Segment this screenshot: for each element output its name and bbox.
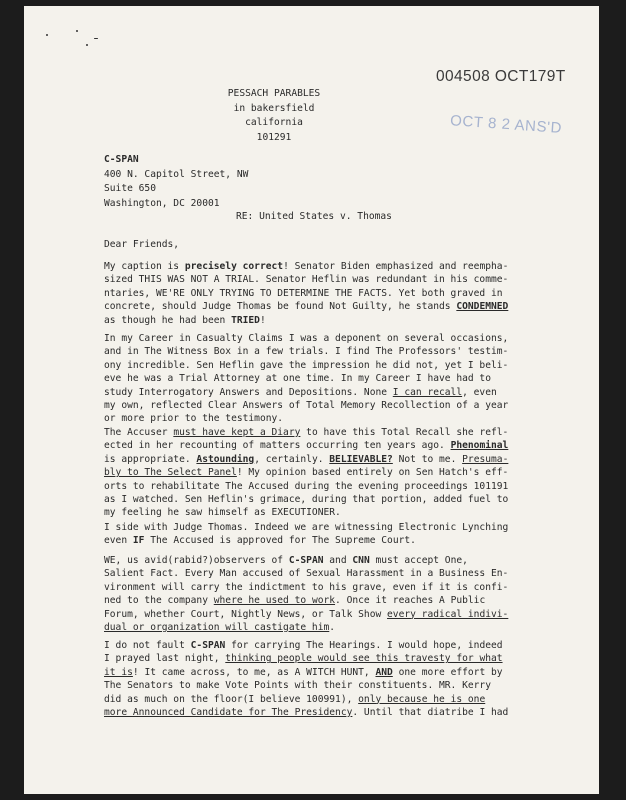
text-run: as I watched. Sen Heflin's grimace, during that portion, added fuel to (104, 493, 509, 505)
scan-marks (42, 28, 102, 48)
text-run: study Interrogatory Answers and Depositions. None (104, 386, 393, 398)
emphasis-text: I can recall (392, 386, 463, 398)
text-run: one more effort by (392, 666, 503, 678)
emphasis-text: thinking people would see this travesty for what (225, 653, 503, 665)
letterhead-line: PESSACH PARABLES (227, 88, 321, 99)
text-run: ! My opinion based entirely on Sen Hatch's eff- (236, 467, 509, 479)
text-line (104, 621, 529, 634)
paragraph (104, 332, 529, 426)
text-run: The Senators to make Vote Points with their constituents. MR. Kerry (104, 680, 491, 692)
text-run: vironment will carry the indictment to his grave, even if it is confi- (104, 581, 509, 593)
emphasis-text: Astounding (196, 453, 255, 465)
text-run: Salient Fact. Every Man accused of Sexual Harassment in a Business En- (104, 568, 509, 580)
text-run: my own, reflected Clear Answers of Total Memory Recollection of a year (104, 399, 509, 411)
letter-page (24, 6, 599, 794)
text-line (104, 534, 529, 547)
text-run: and (323, 555, 353, 566)
text-line (104, 666, 529, 679)
text-run: Not to me. (392, 453, 463, 465)
text-run: even (104, 535, 133, 547)
text-line (104, 706, 529, 719)
address-line: 400 N. Capitol Street, NW (104, 168, 249, 180)
emphasis-text: CNN (352, 555, 370, 566)
text-run: ! (259, 314, 266, 326)
text-line (104, 359, 529, 372)
text-run: did as much on the floor(I believe 100991), (104, 693, 359, 705)
text-line (104, 639, 529, 652)
text-run: is appropriate. (104, 453, 197, 465)
text-run: , certainly. (254, 453, 330, 465)
text-line (104, 554, 529, 567)
emphasis-text: dual or organization will castigate him (104, 621, 330, 633)
emphasis-text: AND (375, 666, 393, 678)
text-line (104, 345, 529, 358)
re-line: RE: United States v. Thomas (236, 211, 392, 222)
text-run: ected in her recounting of matters occurring ten years ago. (104, 440, 451, 452)
text-line (104, 679, 529, 692)
emphasis-text: TRIED (231, 314, 260, 326)
emphasis-text: C-SPAN (288, 555, 324, 566)
text-line (104, 567, 529, 580)
text-run: my feeling he saw himself as EXECUTIONER. (104, 507, 341, 519)
text-run: , even (462, 386, 497, 398)
emphasis-text: it is (104, 666, 133, 678)
emphasis-text: must have kept a Diary (173, 427, 301, 438)
text-run: . Until that diatribe I had (352, 706, 509, 718)
text-line (104, 521, 529, 534)
letterhead-line: 101291 (256, 131, 292, 143)
emphasis-text: where he used to work (213, 595, 336, 607)
text-line (104, 439, 529, 452)
emphasis-text: only because he is one (358, 693, 486, 705)
letterhead (184, 87, 364, 145)
text-line (104, 693, 529, 706)
text-run: and in The Witness Box in a few trials. I find The Professors' testim- (104, 346, 509, 358)
text-run: WE, us avid(rabid?)observers of (104, 555, 289, 566)
text-line (104, 493, 529, 506)
text-run: . Once it reaches A Public (335, 595, 486, 607)
text-line (104, 480, 529, 493)
emphasis-text: BELIEVABLE? (329, 453, 393, 465)
address-line: Washington, DC 20001 (104, 197, 220, 209)
text-run: Forum, whether Court, Nightly News, or Talk Show (104, 608, 388, 620)
text-run: or more prior to the testimony. (104, 413, 284, 425)
text-line (104, 399, 529, 412)
text-line (104, 652, 529, 665)
paragraph (104, 554, 529, 634)
letterhead-line: in bakersfield (233, 102, 315, 114)
text-line (104, 287, 529, 300)
paragraph (104, 639, 529, 719)
text-run: as though he had been (104, 314, 232, 326)
emphasis-text: every radical indivi- (387, 608, 509, 620)
text-line (104, 314, 529, 327)
text-line (104, 273, 529, 286)
recipient-name: C-SPAN (104, 154, 139, 165)
text-run: ony incredible. Sen Heflin gave the impression he did not, yet I beli- (104, 359, 509, 371)
text-line (104, 372, 529, 385)
text-line (104, 608, 529, 621)
text-run: In my Career in Casualty Claims I was a deponent on several occasions, (104, 333, 509, 344)
text-run: must accept One, (369, 555, 468, 566)
text-run: eve he was a Trial Attorney at one time. In my Career I have had to (104, 373, 491, 385)
paragraph (104, 426, 529, 520)
emphasis-text: CONDEMNED (456, 301, 509, 313)
text-run: for carrying The Hearings. I would hope, indeed (225, 640, 503, 651)
text-line (104, 426, 529, 439)
text-run: I prayed last night, (104, 653, 226, 665)
text-run: The Accuser (104, 427, 174, 438)
text-run: The Accused is approved for The Supreme Court. (144, 535, 416, 547)
text-run: I side with Judge Thomas. Indeed we are witnessing Electronic Lynching (104, 522, 509, 533)
paragraph (104, 521, 529, 548)
text-line (104, 412, 529, 425)
text-line (104, 506, 529, 519)
emphasis-text: IF (132, 535, 145, 547)
salutation: Dear Friends, (104, 239, 180, 250)
text-line (104, 453, 529, 466)
text-run: to have this Total Recall she refl- (300, 427, 509, 438)
text-line (104, 332, 529, 345)
text-run: orts to rehabilitate The Accused during the evening proceedings 101191 (104, 480, 509, 492)
address-line: Suite 650 (104, 183, 156, 194)
text-line (104, 466, 529, 479)
text-line (104, 386, 529, 399)
letterhead-line: california (245, 117, 303, 128)
text-run: ! Senator Biden emphasized and reempha- (283, 261, 509, 272)
text-run: I do not fault (104, 640, 191, 651)
text-line (104, 260, 529, 273)
text-run: My caption is (104, 261, 185, 272)
emphasis-text: precisely correct (184, 261, 284, 272)
emphasis-text: Phenominal (450, 440, 509, 452)
text-run: . (329, 621, 336, 633)
emphasis-text: C-SPAN (190, 640, 226, 651)
text-run: ntaries, WE'RE ONLY TRYING TO DETERMINE THE FACTS. Yet both graved in (104, 287, 503, 299)
paragraph (104, 260, 529, 327)
text-line (104, 594, 529, 607)
emphasis-text: Presuma- (462, 453, 509, 465)
text-run: concrete, should Judge Thomas be found Not Guilty, he stands (104, 301, 457, 313)
text-run: ned to the company (104, 595, 214, 607)
text-line (104, 300, 529, 313)
emphasis-text: more Announced Candidate for The Presidency (104, 706, 353, 718)
text-line (104, 581, 529, 594)
text-run: ! It came across, to me, as A WITCH HUNT, (132, 666, 376, 678)
answered-stamp: OCT 8 2 ANS'D (449, 112, 563, 137)
received-stamp: 004508 OCT179T (436, 68, 566, 85)
text-run: sized THIS WAS NOT A TRIAL. Senator Heflin was redundant in his comme- (104, 274, 509, 286)
recipient-address (104, 153, 248, 211)
emphasis-text: bly to The Select Panel (104, 467, 237, 479)
